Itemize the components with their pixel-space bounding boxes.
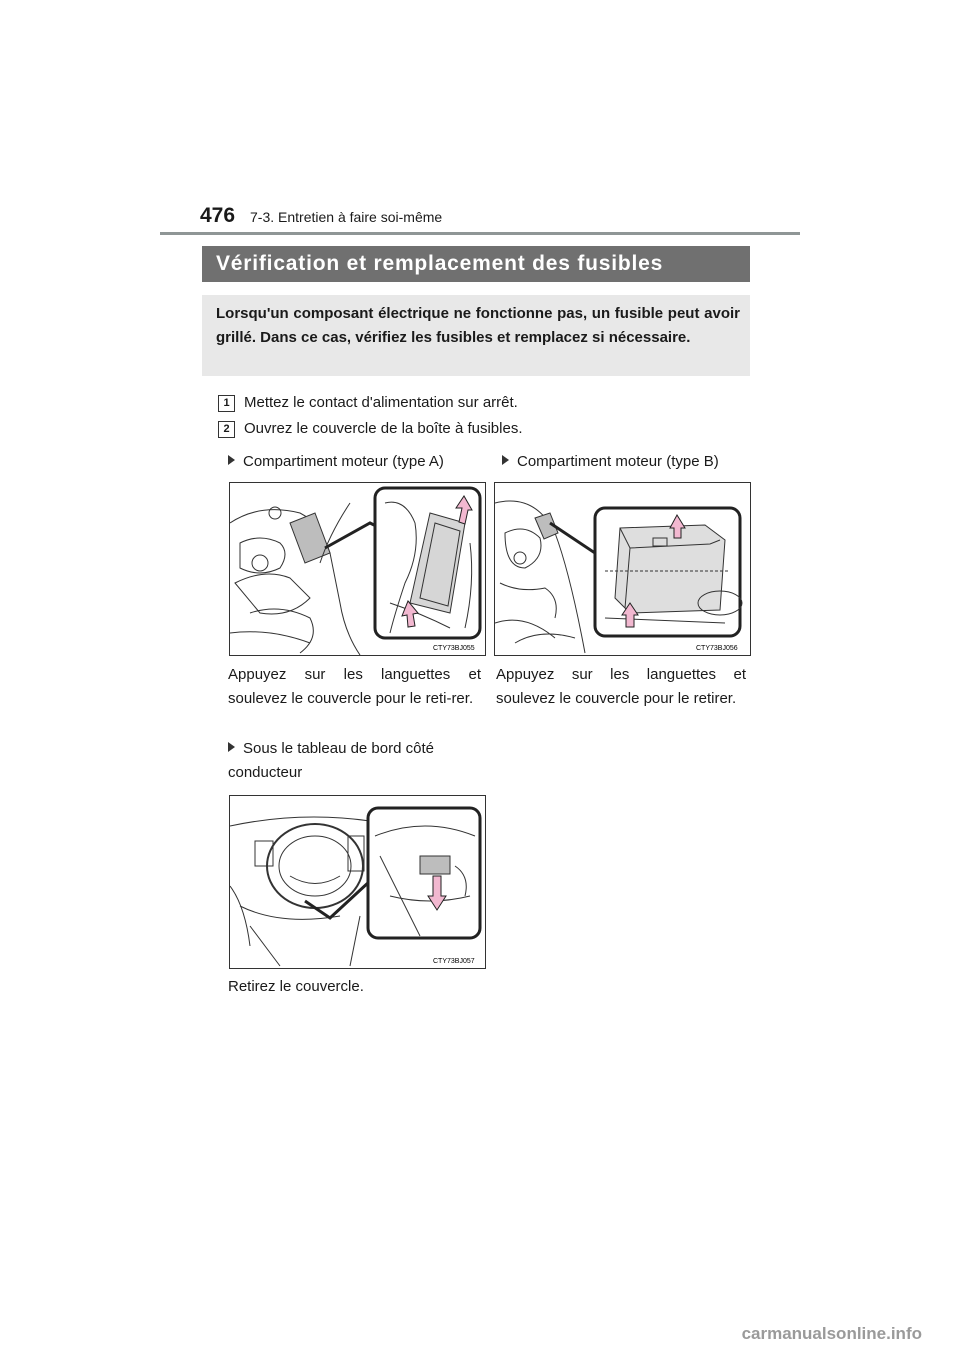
- engine-compartment-a-illustration: [230, 483, 485, 655]
- engine-compartment-b-illustration: [495, 483, 750, 655]
- page-number: 476: [200, 204, 236, 227]
- intro-text: Lorsqu'un composant électrique ne fonctionne pas, un fusible peut avoir grillé. Dans ce cas, vérifiez les fusibles et remplacez si nécessaire.: [216, 305, 740, 346]
- header-divider: [160, 232, 800, 235]
- figure-b-caption: Appuyez sur les languettes et soulevez le couvercle pour le retirer.: [496, 666, 746, 707]
- figure-c-caption: Retirez le couvercle.: [228, 978, 364, 995]
- section-title: 7-3. Entretien à faire soi-même: [250, 209, 443, 225]
- page-title: Vérification et remplacement des fusibles: [202, 246, 750, 282]
- intro-box: [202, 295, 750, 376]
- dashboard-illustration: [230, 796, 485, 968]
- figure-c-heading: Sous le tableau de bord côté conducteur: [228, 740, 434, 781]
- figure-under-dashboard: [229, 795, 486, 969]
- triangle-bullet-icon: [228, 455, 235, 465]
- figure-a-heading: Compartiment moteur (type A): [228, 450, 488, 474]
- watermark: carmanualsonline.info: [741, 1324, 922, 1343]
- triangle-bullet-icon: [502, 455, 509, 465]
- figure-a-code: CTY73BJ055: [433, 645, 475, 652]
- figure-b-code: CTY73BJ056: [696, 645, 738, 652]
- figure-engine-compartment-type-b: [494, 482, 751, 656]
- figure-a-caption: Appuyez sur les languettes et soulevez le couvercle pour le reti-rer.: [228, 666, 481, 707]
- step-text-1: Mettez le contact d'alimentation sur arrêt.: [244, 394, 518, 411]
- step-number-2: 2: [218, 421, 235, 438]
- figure-b-heading: Compartiment moteur (type B): [502, 450, 762, 474]
- step-text-2: Ouvrez le couvercle de la boîte à fusibles.: [244, 420, 523, 437]
- step-number-1: 1: [218, 395, 235, 412]
- triangle-bullet-icon: [228, 742, 235, 752]
- figure-engine-compartment-type-a: [229, 482, 486, 656]
- figure-c-code: CTY73BJ057: [433, 958, 475, 965]
